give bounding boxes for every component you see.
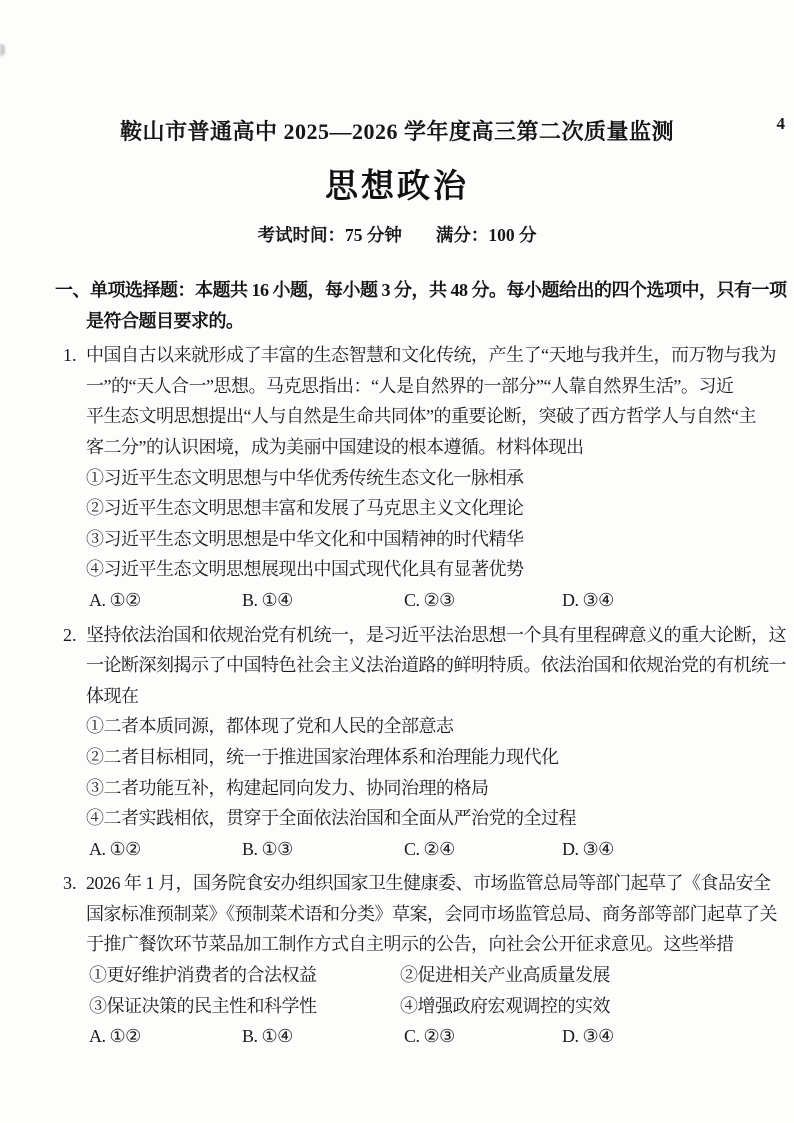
question-1-stem-line: 平生态文明思想提出“人与自然是生命共同体”的重要论断，突破了西方哲学人与自然“主 <box>86 406 756 427</box>
question-3-choices <box>89 1021 794 1052</box>
question-1-choices <box>89 585 794 616</box>
question-2-choice-d: D. ③④ <box>562 838 614 859</box>
exam-duration: 考试时间：75 分钟 <box>257 225 402 245</box>
question-2-statement-4: ④二者实践相依，贯穿于全面依法治国和全面从严治党的全过程 <box>86 808 576 829</box>
question-3-statement-2: ②促进相关产业高质量发展 <box>400 965 610 986</box>
section-heading <box>0 275 794 336</box>
question-2-choice-a: A. ①② <box>89 838 141 859</box>
question-1-stem-line <box>63 340 794 371</box>
question-3-stem-line: 于推广餐饮环节菜品加工制作方式自主明示的公告，向社会公开征求意见。这些举措 <box>86 934 734 955</box>
exam-body <box>0 275 794 1052</box>
section-heading-line-2: 是符合题目要求的。 <box>86 310 244 331</box>
question-2-stem-line: 体现在 <box>86 685 139 706</box>
exam-info <box>0 223 794 247</box>
question-2-statement-2: ②二者目标相同，统一于推进国家治理体系和治理能力现代化 <box>86 746 559 767</box>
scan-artifact <box>0 44 5 56</box>
question-3-choice-b: B. ①④ <box>242 1026 293 1047</box>
question-1-choice-b: B. ①④ <box>242 589 293 610</box>
question-1-stem-line: 客二分”的认识困境，成为美丽中国建设的根本遵循。材料体现出 <box>86 436 584 457</box>
question-3-stem-line: 国家标准预制菜》《预制菜术语和分类》草案，会同市场监管总局、商务部等部门起草了关 <box>86 903 777 924</box>
question-3 <box>0 868 794 1052</box>
question-1-stem-line: 一”的“天人合一”思想。马克思指出：“人是自然界的一部分”“人靠自然界生活”。习近 <box>86 375 734 396</box>
question-1-statement-1: ①习近平生态文明思想与中华优秀传统生态文化一脉相承 <box>86 467 524 488</box>
question-3-stem-text: 2026 年 1 月，国务院食安办组织国家卫生健康委、市场监管总局等部门起草了《食品安全 <box>86 873 771 894</box>
question-2-statement-3: ③二者功能互补，构建起同向发力、协同治理的格局 <box>86 777 489 798</box>
question-3-stem-line <box>63 868 794 899</box>
question-3-choice-a: A. ①② <box>89 1026 141 1047</box>
question-2-statement-1: ①二者本质同源，都体现了党和人民的全部意志 <box>86 716 454 737</box>
subject-title: 思想政治 <box>325 169 469 205</box>
exam-title: 鞍山市普通高中 2025—2026 学年度高三第二次质量监测 <box>119 119 674 144</box>
question-3-choice-c: C. ②③ <box>404 1026 455 1047</box>
question-2 <box>0 620 794 865</box>
section-heading-line-1: 一、单项选择题：本题共 16 小题，每小题 3 分，共 48 分。每小题给出的四个选项中，只有一项 <box>55 280 787 300</box>
question-1-choice-a: A. ①② <box>89 589 141 610</box>
full-score: 满分：100 分 <box>435 225 537 245</box>
question-2-number: 2. <box>63 624 77 645</box>
question-1-statement-2: ②习近平生态文明思想丰富和发展了马克思主义文化理论 <box>86 498 524 519</box>
question-3-number: 3. <box>63 873 77 894</box>
question-1-choice-d: D. ③④ <box>562 589 614 610</box>
question-2-choices <box>89 834 794 865</box>
question-3-choice-d: D. ③④ <box>562 1026 614 1047</box>
question-3-statement-3: ③保证决策的民主性和科学性 <box>89 995 317 1016</box>
question-1 <box>0 340 794 615</box>
question-3-statement-4: ④增强政府宏观调控的实效 <box>400 995 610 1016</box>
question-1-statement-3: ③习近平生态文明思想是中华文化和中国精神的时代精华 <box>86 528 524 549</box>
question-2-choice-b: B. ①③ <box>242 838 293 859</box>
question-1-statement-4: ④习近平生态文明思想展现出中国式现代化具有显著优势 <box>86 559 524 580</box>
exam-header <box>0 0 794 247</box>
question-1-stem-text: 中国自古以来就形成了丰富的生态智慧和文化传统，产生了“天地与我并生，而万物与我为 <box>86 345 776 366</box>
question-2-choice-c: C. ②④ <box>404 838 455 859</box>
question-3-statement-row <box>89 991 794 1022</box>
page-number: 4 <box>776 114 785 133</box>
question-1-number: 1. <box>63 345 77 366</box>
question-1-choice-c: C. ②③ <box>404 589 455 610</box>
question-2-stem-text: 坚持依法治国和依规治党有机统一，是习近平法治思想一个具有里程碑意义的重大论断，这 <box>86 624 786 645</box>
question-3-statement-row <box>89 960 794 991</box>
question-2-stem-line <box>63 620 794 651</box>
question-2-stem-line: 一论断深刻揭示了中国特色社会主义法治道路的鲜明特质。依法治国和依规治党的有机统一 <box>86 655 786 676</box>
question-3-statement-1: ①更好维护消费者的合法权益 <box>89 965 317 986</box>
